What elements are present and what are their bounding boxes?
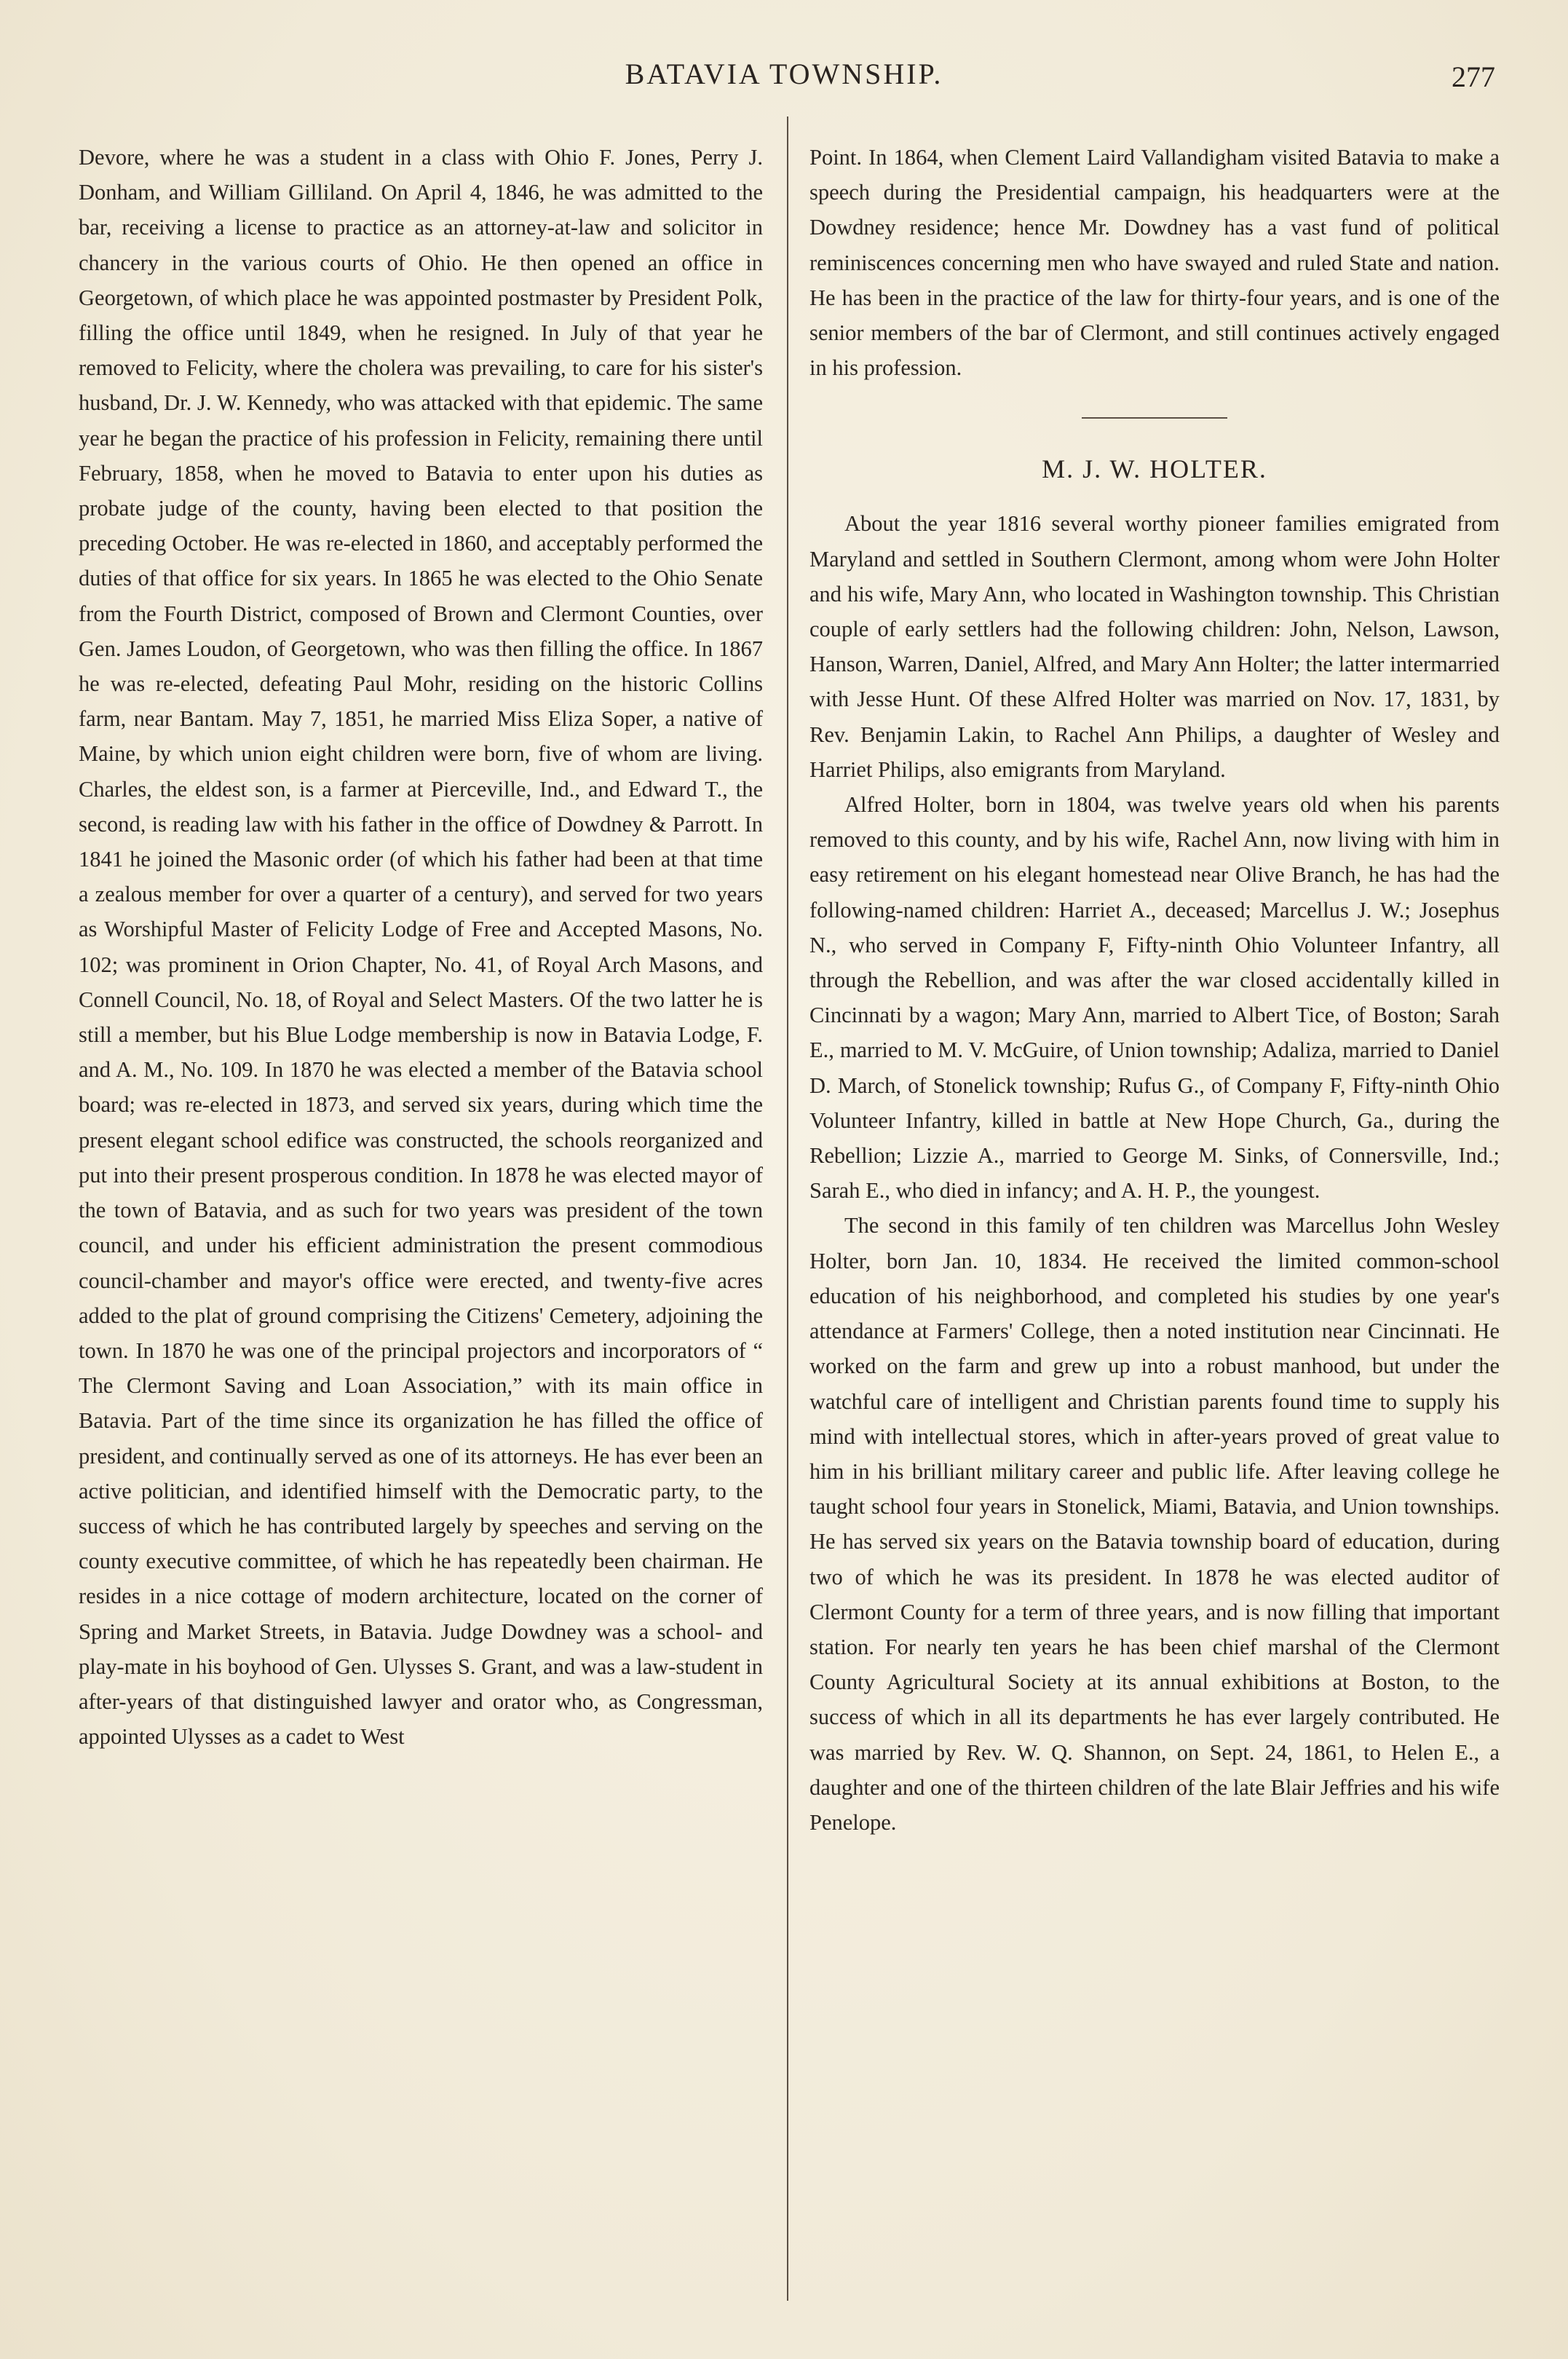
right-column <box>809 140 1500 1840</box>
paragraph: The second in this family of ten children was Marcellus John Wesley Holter, born Jan. 10, 1834. He received the limited common-school education of his neighborhood, and completed his studies by one year's attendance at Farmers' College, then a noted institution near Cincinnati. He worked on the farm and grew up into a robust manhood, but under the watchful care of intelligent and Christian parents found time to supply his mind with intellectual stores, which in after-years proved of great value to him in his brilliant military career and public life. After leaving college he taught school four years in Stonelick, Miami, Batavia, and Union townships. He has served six years on the Batavia township board of education, during two of which he was its president. In 1878 he was elected auditor of Clermont County for a term of three years, and is now filling that important station. For nearly ten years he has been chief marshal of the Clermont County Agricultural Society at its annual exhibitions at Boston, to the success of which in all its departments he has ever largely contributed. He was married by Rev. W. Q. Shannon, on Sept. 24, 1861, to Helen E., a daughter and one of the thirteen children of the late Blair Jeffries and his wife Penelope. <box>809 1213 1500 1835</box>
paragraph: Alfred Holter, born in 1804, was twelve years old when his parents removed to this county, and by his wife, Rachel Ann, now living with him in easy retirement on his elegant homestead near Olive Branch, he has had the following-named children: Harriet A., deceased; Marcellus J. W.; Josephus N., who served in Company F, Fifty-ninth Ohio Volunteer Infantry, all through the Rebellion, and was after the war closed accidentally killed in Cincinnati by a wagon; Mary Ann, married to Albert Tice, of Boston; Sarah E., married to M. V. McGuire, of Union township; Adaliza, married to Daniel D. March, of Stonelick township; Rufus G., of Company F, Fifty-ninth Ohio Volunteer Infantry, killed in battle at New Hope Church, Ga., during the Rebellion; Lizzie A., married to George M. Sinks, of Connersville, Ind.; Sarah E., who died in infancy; and A. H. P., the youngest. <box>809 792 1500 1204</box>
page-header <box>0 57 1568 108</box>
left-column <box>79 140 763 1754</box>
page-number: 277 <box>1452 60 1495 93</box>
running-title: BATAVIA TOWNSHIP. <box>625 58 943 90</box>
paragraph: Devore, where he was a student in a class with Ohio F. Jones, Perry J. Donham, and William Gilliland. On April 4, 1846, he was admitted to the bar, receiving a license to practice as an attorney-at-law and solicitor in chancery in the various courts of Ohio. He then opened an office in Georgetown, of which place he was appointed postmaster by President Polk, filling the office until 1849, when he resigned. In July of that year he removed to Felicity, where the cholera was prevailing, to care for his sister's husband, Dr. J. W. Kennedy, who was attacked with that epidemic. The same year he began the practice of his profession in Felicity, remaining there until February, 1858, when he moved to Batavia to enter upon his duties as probate judge of the county, having been elected to that position the preceding October. He was re-elected in 1860, and acceptably performed the duties of that office for six years. In 1865 he was elected to the Ohio Senate from the Fourth District, composed of Brown and Clermont Counties, over Gen. James Loudon, of Georgetown, who was then filling the office. In 1867 he was re-elected, defeating Paul Mohr, residing on the historic Collins farm, near Bantam. May 7, 1851, he married Miss Eliza Soper, a native of Maine, by which union eight children were born, five of whom are living. Charles, the eldest son, is a farmer at Pierceville, Ind., and Edward T., the second, is reading law with his father in the office of Dowdney & Parrott. In 1841 he joined the Masonic order (of which his father had been at that time a zealous member for over a quarter of a century), and served for two years as Worshipful Master of Felicity Lodge of Free and Accepted Masons, No. 102; was prominent in Orion Chapter, No. 41, of Royal Arch Masons, and Connell Council, No. 18, of Royal and Select Masters. Of the two latter he is still a member, but his Blue Lodge membership is now in Batavia Lodge, F. and A. M., No. 109. In 1870 he was elected a member of the Batavia school board; was re-elected in 1873, and served six years, during which time the present elegant school edifice was constructed, the schools reorganized and put into their present prosperous condition. In 1878 he was elected mayor of the town of Batavia, and as such for two years was president of the town council, and under his efficient administration the present commodious council-chamber and mayor's office were erected, and twenty-five acres added to the plat of ground comprising the Citizens' Cemetery, adjoining the town. In 1870 he was one of the principal projectors and incorporators of “ The Clermont Saving and Loan Association,” with its main office in Batavia. Part of the time since its organization he has filled the office of president, and continually served as one of its attorneys. He has ever been an active politician, and identified himself with the Democratic party, to the success of which he has contributed largely by speeches and serving on the county executive committee, of which he has repeatedly been chairman. He resides in a nice cottage of modern architecture, located on the corner of Spring and Market Streets, in Batavia. Judge Dowdney was a school- and play-mate in his boyhood of Gen. Ulysses S. Grant, and was a law-student in after-years of that distinguished lawyer and orator who, as Congressman, appointed Ulysses as a cadet to West <box>79 145 763 1750</box>
section-heading: M. J. W. HOLTER. <box>1042 454 1267 484</box>
paragraph: Point. In 1864, when Clement Laird Vallandigham visited Batavia to make a speech during the Presidential campaign, his headquarters were at the Dowdney residence; hence Mr. Dowdney has a vast fund of political reminiscences concerning men who have swayed and ruled State and nation. He has been in the practice of the law for thirty-four years, and is one of the senior members of the bar of Clermont, and still continues actively engaged in his profession. <box>809 145 1500 381</box>
paragraph: About the year 1816 several worthy pioneer families emigrated from Maryland and settled in Southern Clermont, among whom were John Holter and his wife, Mary Ann, who located in Washington township. This Christian couple of early settlers had the following children: John, Nelson, Lawson, Hanson, Warren, Daniel, Alfred, and Mary Ann Holter; the latter intermarried with Jesse Hunt. Of these Alfred Holter was married on Nov. 17, 1831, by Rev. Benjamin Lakin, to Rachel Ann Philips, a daughter of Wesley and Harriet Philips, also emigrants from Maryland. <box>809 511 1500 782</box>
section-divider <box>1082 417 1227 419</box>
column-divider <box>787 116 788 2301</box>
